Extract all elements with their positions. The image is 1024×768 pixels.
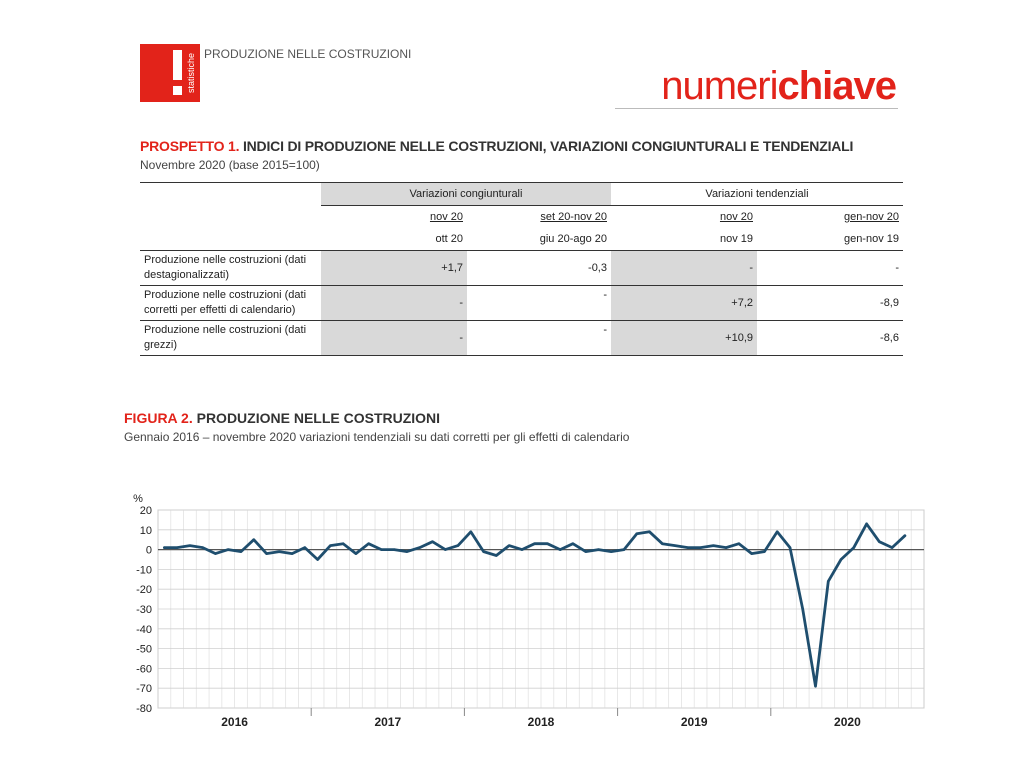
row-label: Produzione nelle costruzioni (dati corretti per effetti di calendario) <box>140 286 321 321</box>
cell-value: +10,9 <box>611 321 757 356</box>
col-header-top: set 20-nov 20 <box>540 211 607 223</box>
cell-value: -0,3 <box>467 251 611 286</box>
data-point <box>342 542 344 544</box>
brand-divider <box>615 108 898 109</box>
data-point <box>648 531 650 533</box>
table-heading-text: INDICI DI PRODUZIONE NELLE COSTRUZIONI, VARIAZIONI CONGIUNTURALI E TENDENZIALI <box>239 138 854 154</box>
data-point <box>840 558 842 560</box>
data-point <box>661 542 663 544</box>
data-point <box>687 546 689 548</box>
cell-value: - <box>757 251 903 286</box>
data-point <box>201 546 203 548</box>
data-point <box>291 552 293 554</box>
data-point <box>738 542 740 544</box>
col-header-bottom: ott 20 <box>435 233 463 245</box>
data-point <box>444 548 446 550</box>
data-point <box>457 544 459 546</box>
figure-heading-text: PRODUZIONE NELLE COSTRUZIONI <box>192 410 441 426</box>
data-point <box>367 542 369 544</box>
data-point <box>636 533 638 535</box>
data-point <box>763 550 765 552</box>
data-point <box>725 546 727 548</box>
table-row <box>140 251 903 286</box>
cell-value: +7,2 <box>611 286 757 321</box>
y-tick-label: -20 <box>136 584 152 597</box>
group-congiunturali: Variazioni congiunturali <box>321 183 611 206</box>
data-point <box>265 552 267 554</box>
col-header-top: nov 20 <box>719 211 753 223</box>
data-point <box>891 546 893 548</box>
data-point <box>495 554 497 556</box>
brand-part2: chiave <box>777 64 896 108</box>
data-point <box>406 550 408 552</box>
data-point <box>508 544 510 546</box>
data-point <box>802 608 804 610</box>
data-point <box>521 548 523 550</box>
table-row <box>140 321 903 356</box>
cell-value: -8,9 <box>757 286 903 321</box>
y-tick-label: -80 <box>136 703 152 715</box>
col-header-bottom: gen-nov 19 <box>843 233 899 245</box>
logo-vertical-text: statistiche <box>186 52 196 94</box>
data-point <box>431 540 433 542</box>
y-tick-label: 20 <box>139 505 152 517</box>
data-point <box>699 546 701 548</box>
data-point <box>189 544 191 546</box>
cell-value: +1,7 <box>321 251 467 286</box>
data-point <box>482 550 484 552</box>
table-heading <box>140 138 853 154</box>
data-point <box>380 548 382 550</box>
table-col-header-top-row <box>140 206 903 229</box>
data-point <box>904 535 906 537</box>
data-point <box>163 546 165 548</box>
col-header-top: nov 20 <box>429 211 463 223</box>
data-point <box>814 685 816 687</box>
data-point <box>878 540 880 542</box>
x-year-label: 2020 <box>834 715 861 729</box>
x-year-label: 2018 <box>527 715 555 729</box>
data-point <box>623 548 625 550</box>
figure-heading-number: FIGURA 2. <box>124 410 193 426</box>
cell-value: -8,6 <box>757 321 903 356</box>
y-tick-label: -50 <box>136 643 152 656</box>
table-heading-number: PROSPETTO 1. <box>140 138 240 154</box>
data-point <box>176 546 178 548</box>
data-point <box>865 523 867 525</box>
col-header-bottom: giu 20-ago 20 <box>539 233 607 245</box>
data-point <box>355 552 357 554</box>
section-title: PRODUZIONE NELLE COSTRUZIONI <box>204 47 412 61</box>
figure-heading <box>124 410 440 426</box>
brand-numerichiave <box>661 64 896 108</box>
y-axis-unit: % <box>133 493 143 505</box>
data-point <box>750 552 752 554</box>
data-point <box>584 550 586 552</box>
y-tick-label: 0 <box>145 544 152 557</box>
data-point <box>393 548 395 550</box>
line-chart <box>100 478 940 740</box>
table-row <box>140 286 903 321</box>
cell-value: - <box>321 286 467 321</box>
figure-subtitle: Gennaio 2016 – novembre 2020 variazioni tendenziali su dati corretti per gli effetti di calendario <box>124 430 630 444</box>
data-point <box>827 580 829 582</box>
istat-logo <box>140 44 200 102</box>
y-tick-label: -10 <box>136 564 152 577</box>
row-label: Produzione nelle costruzioni (dati grezzi) <box>140 321 321 356</box>
data-point <box>789 546 791 548</box>
y-tick-label: -60 <box>136 663 152 676</box>
data-point <box>329 544 331 546</box>
y-tick-label: 10 <box>139 524 152 537</box>
cell-value: - <box>321 321 467 356</box>
data-point <box>546 542 548 544</box>
x-year-label: 2017 <box>374 715 402 729</box>
logo-exclamation-dot <box>173 86 182 95</box>
brand-part1: numeri <box>661 64 778 108</box>
row-label: Produzione nelle costruzioni (dati destagionalizzati) <box>140 251 321 286</box>
table-corner-cell <box>140 183 321 206</box>
data-point <box>559 548 561 550</box>
data-point <box>853 546 855 548</box>
col-header-bottom: nov 19 <box>719 233 753 245</box>
data-point <box>316 558 318 560</box>
cell-value: - <box>611 251 757 286</box>
logo-exclamation-bar <box>173 50 182 80</box>
data-point <box>278 550 280 552</box>
y-tick-label: -70 <box>136 683 152 696</box>
data-point <box>572 542 574 544</box>
data-point <box>240 550 242 552</box>
data-point <box>776 531 778 533</box>
table-subtitle: Novembre 2020 (base 2015=100) <box>140 158 320 172</box>
table-col-header-bottom-row <box>140 228 903 251</box>
data-point <box>227 548 229 550</box>
y-tick-label: -30 <box>136 604 152 616</box>
data-point <box>419 546 421 548</box>
group-tendenziali: Variazioni tendenziali <box>611 183 903 206</box>
data-point <box>214 552 216 554</box>
data-point <box>470 531 472 533</box>
col-header-top: gen-nov 20 <box>843 211 899 223</box>
x-year-label: 2016 <box>221 715 248 729</box>
cell-value: - <box>467 286 611 321</box>
data-point <box>610 550 612 552</box>
data-point <box>304 546 306 548</box>
y-tick-label: -40 <box>136 623 152 636</box>
indices-table <box>140 182 903 356</box>
data-point <box>674 544 676 546</box>
data-point <box>597 548 599 550</box>
cell-value: - <box>467 321 611 356</box>
data-point <box>253 539 255 541</box>
data-point <box>533 542 535 544</box>
data-point <box>712 544 714 546</box>
table-group-header-row <box>140 183 903 206</box>
x-year-label: 2019 <box>680 715 708 729</box>
